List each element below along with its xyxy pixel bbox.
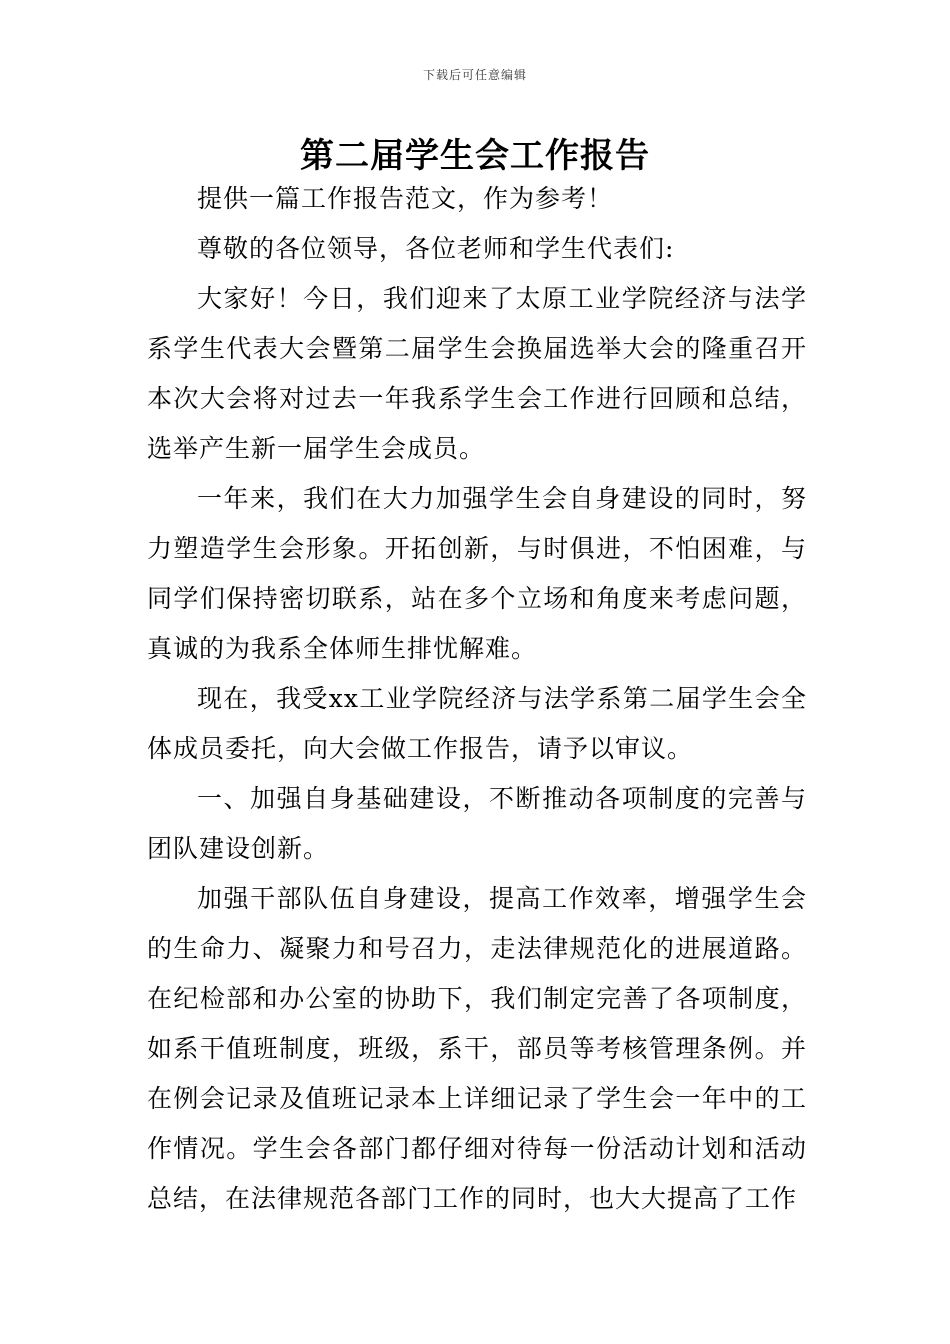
header-note: 下载后可任意编辑 (422, 68, 527, 82)
paragraph-salutation: 尊敬的各位领导，各位老师和学生代表们: (197, 234, 675, 263)
paragraph-team-building: 加强干部队伍自身建设，提高工作效率，增强学生会的生命力、凝聚力和号召力，走法律规范化的进展道路。在纪检部和办公室的协助下，我们制定完善了各项制度，如系干值班制度，班级，系干，部员等考核管理条例。并在例会记录及值班记录本上详细记录了学生会一年中的工作情况。学生会各部门都仔细对待每一份活动计划和活动总结，在法律规范各部门工作的同时，也大大提高了工作 (147, 884, 807, 1213)
paragraph-greeting: 大家好！今日，我们迎来了太原工业学院经济与法学系学生代表大会暨第二届学生会换届选举大会的隆重召开本次大会将对过去一年我系学生会工作进行回顾和总结，选举产生新一届学生会成员。 (147, 284, 807, 463)
paragraph-report-statement: 现在，我受xx工业学院经济与法学系第二届学生会全体成员委托，向大会做工作报告，请予以审议。 (147, 684, 807, 763)
document-body (147, 174, 807, 1224)
section-heading-1: 一、加强自身基础建设，不断推动各项制度的完善与团队建设创新。 (147, 784, 807, 863)
paragraph-year-review: 一年来，我们在大力加强学生会自身建设的同时，努力塑造学生会形象。开拓创新，与时俱进，不怕困难，与同学们保持密切联系，站在多个立场和角度来考虑问题，真诚的为我系全体师生排忧解难。 (147, 484, 807, 663)
document-title: 第二届学生会工作报告 (300, 136, 650, 176)
paragraph-intro: 提供一篇工作报告范文，作为参考！ (197, 184, 614, 213)
